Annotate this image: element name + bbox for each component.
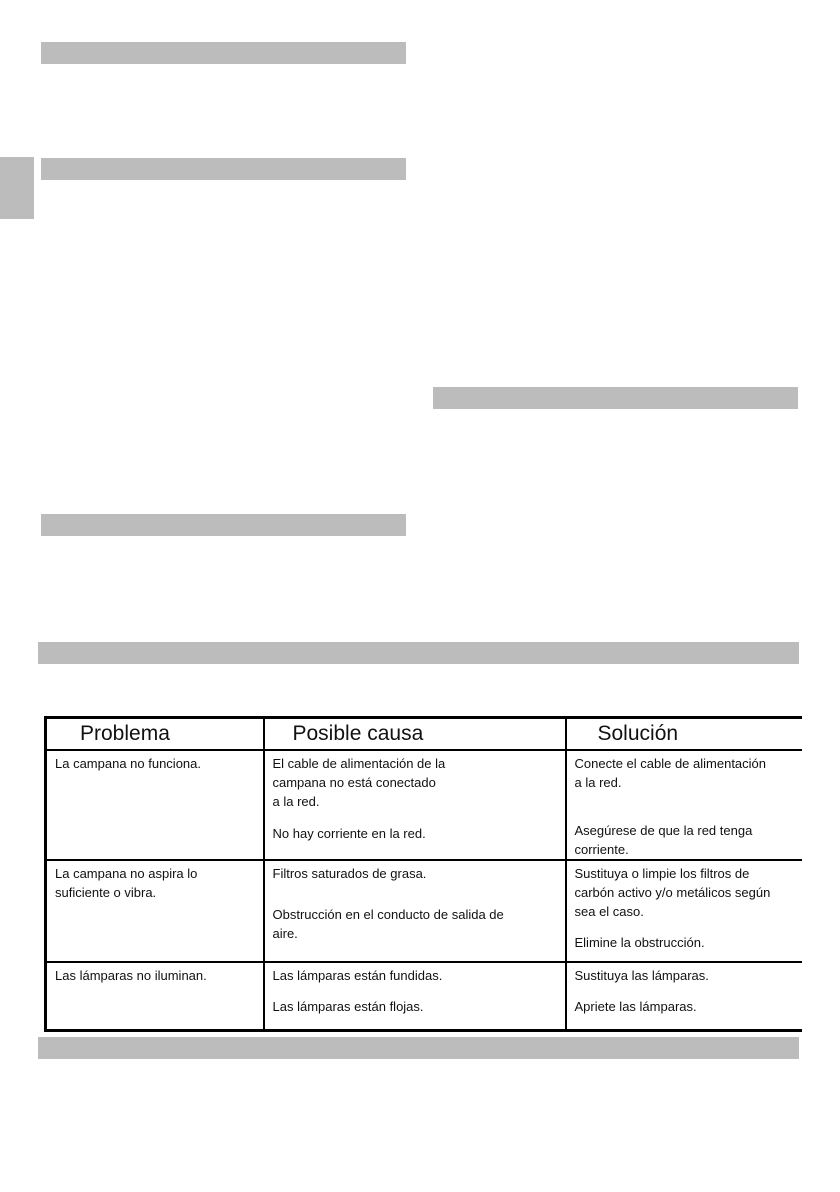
problem-cell: La campana no aspira lo suficiente o vibra. xyxy=(46,860,264,962)
troubleshooting-table xyxy=(44,716,802,1032)
problem-cell: La campana no funciona. xyxy=(46,750,264,860)
section-heading-bar xyxy=(433,387,798,409)
header-problem: Problema xyxy=(46,718,264,751)
table-header-row xyxy=(46,718,802,751)
solution-cell: Sustituya o limpie los filtros de carbón activo y/o metálicos según sea el caso. Elimine la obstrucción. xyxy=(566,860,802,962)
language-tab-marker xyxy=(0,157,34,219)
section-heading-bar xyxy=(41,158,406,180)
cause-cell: Las lámparas están fundidas. Las lámparas están flojas. xyxy=(264,962,566,1031)
cause-cell: Filtros saturados de grasa. Obstrucción en el conducto de salida de aire. xyxy=(264,860,566,962)
table-row xyxy=(46,750,802,860)
section-heading-bar xyxy=(41,514,406,536)
solution-cell: Conecte el cable de alimentación a la red. Asegúrese de que la red tenga corriente. xyxy=(566,750,802,860)
section-heading-bar xyxy=(38,1037,799,1059)
table-row xyxy=(46,860,802,962)
troubleshooting-heading-bar xyxy=(38,642,799,664)
section-heading-bar xyxy=(41,42,406,64)
problem-cell: Las lámparas no iluminan. xyxy=(46,962,264,1031)
table-row xyxy=(46,962,802,1031)
solution-cell: Sustituya las lámparas. Apriete las lámparas. xyxy=(566,962,802,1031)
header-solution: Solución xyxy=(566,718,802,751)
cause-cell: El cable de alimentación de la campana no está conectado a la red. No hay corriente en la red. xyxy=(264,750,566,860)
header-cause: Posible causa xyxy=(264,718,566,751)
